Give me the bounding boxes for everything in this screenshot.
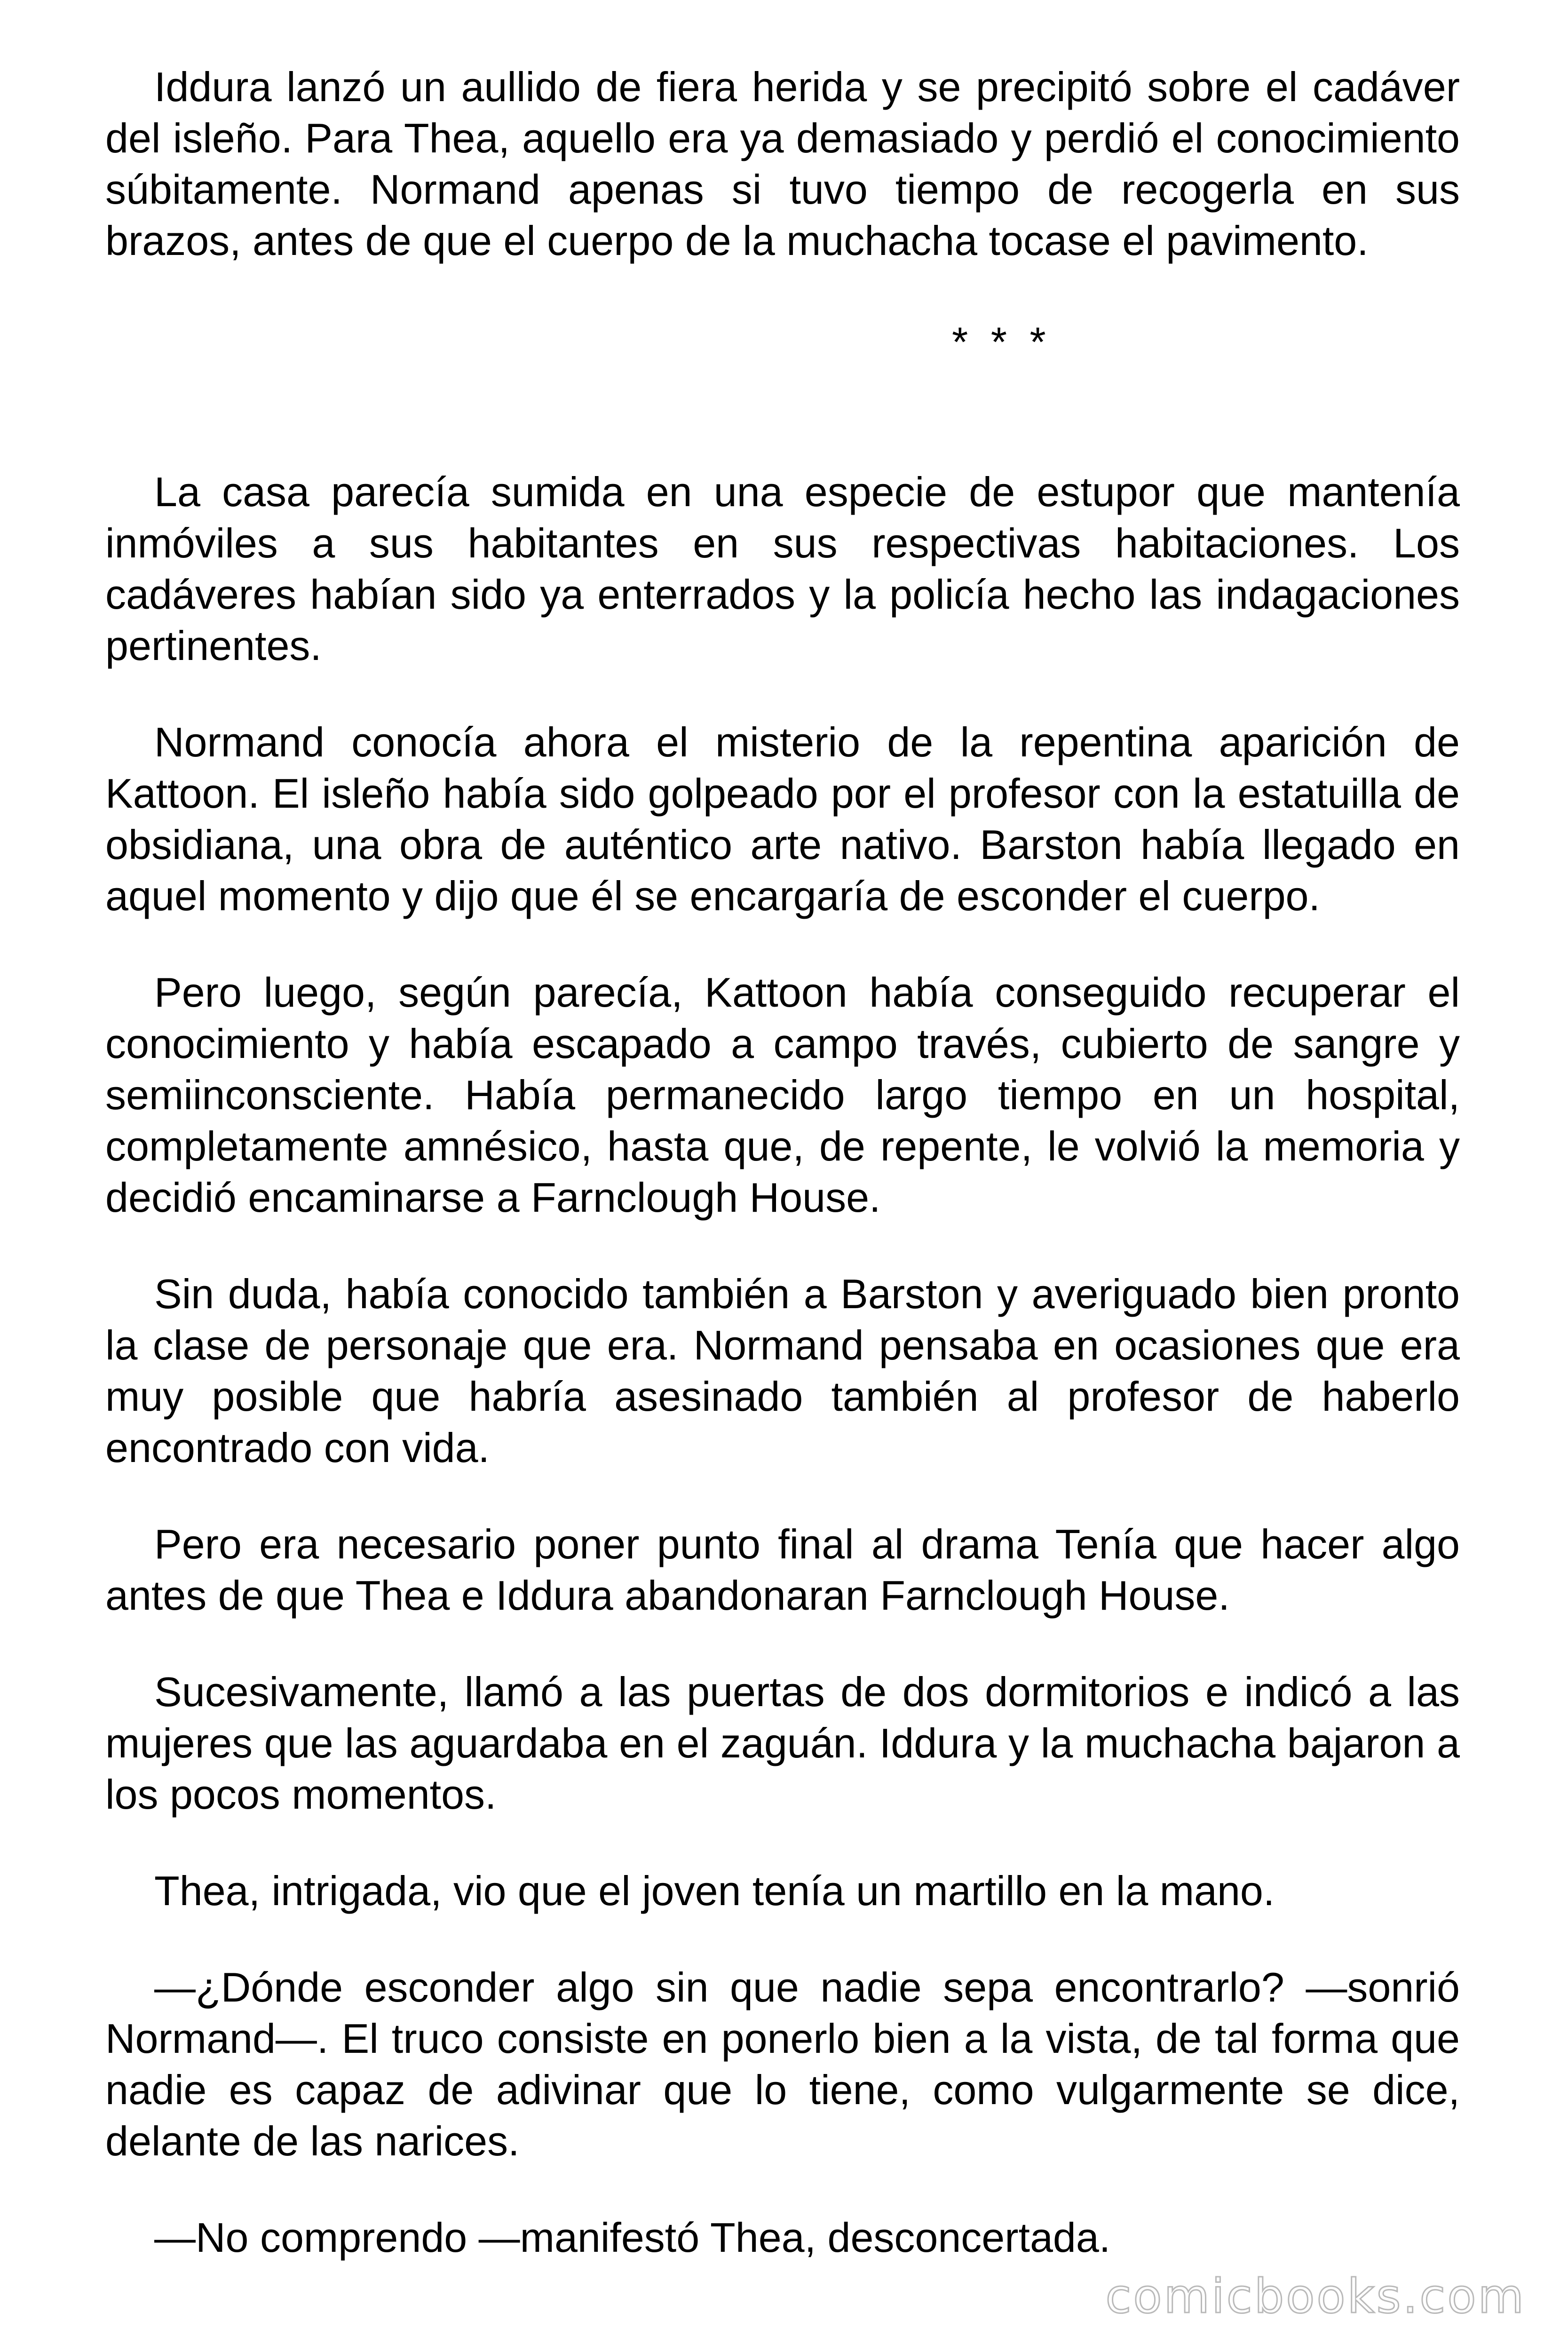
paragraph: La casa parecía sumida en una especie de estupor que mantenía inmóviles a sus habitantes en sus respectivas habitaciones. Los cadáveres habían sido ya enterrados y la policía hecho las indagaciones pertinentes. <box>105 469 1460 669</box>
page-body <box>105 61 1460 2263</box>
watermark: comicbooks.com <box>1105 2269 1526 2324</box>
paragraph: Normand conocía ahora el misterio de la repentina aparición de Kattoon. El isleño había sido golpeado por el profesor con la estatuilla de obsidiana, una obra de auténtico arte nativo. Barston había llegado en aquel momento y dijo que él se encargaría de esconder el cuerpo. <box>105 719 1460 919</box>
paragraph: —¿Dónde esconder algo sin que nadie sepa encontrarlo? —sonrió Normand—. El truco consiste en ponerlo bien a la vista, de tal forma que nadie es capaz de adivinar que lo tiene, como vulgarmente se dice, delante de las narices. <box>105 1964 1460 2164</box>
paragraph: Pero era necesario poner punto final al drama Tenía que hacer algo antes de que Thea e Iddura abandonaran Farnclough House. <box>105 1521 1460 1619</box>
paragraph: —No comprendo —manifestó Thea, desconcertada. <box>154 2214 1111 2261</box>
paragraph: Sin duda, había conocido también a Barston y averiguado bien pronto la clase de personaje que era. Normand pensaba en ocasiones que era muy posible que habría asesinado también al profesor de haberlo encontrado con vida. <box>105 1271 1460 1471</box>
paragraph: Thea, intrigada, vio que el joven tenía un martillo en la mano. <box>154 1867 1275 1914</box>
paragraph: Iddura lanzó un aullido de fiera herida y se precipitó sobre el cadáver del isleño. Para Thea, aquello era ya demasiado y perdió el conocimiento súbitamente. Normand apenas si tuvo tiempo de recogerla en sus brazos, antes de que el cuerpo de la muchacha tocase el pavimento. <box>105 64 1460 264</box>
paragraph: Pero luego, según parecía, Kattoon había conseguido recuperar el conocimiento y había escapado a campo través, cubierto de sangre y semiinconsciente. Había permanecido largo tiempo en un hospital, completamente amnésico, hasta que, de repente, le volvió la memoria y decidió encaminarse a Farnclough House. <box>105 969 1460 1221</box>
section-break: * * * <box>952 318 1052 365</box>
paragraph: Sucesivamente, llamó a las puertas de dos dormitorios e indicó a las mujeres que las aguardaba en el zaguán. Iddura y la muchacha bajaron a los pocos momentos. <box>105 1669 1460 1818</box>
